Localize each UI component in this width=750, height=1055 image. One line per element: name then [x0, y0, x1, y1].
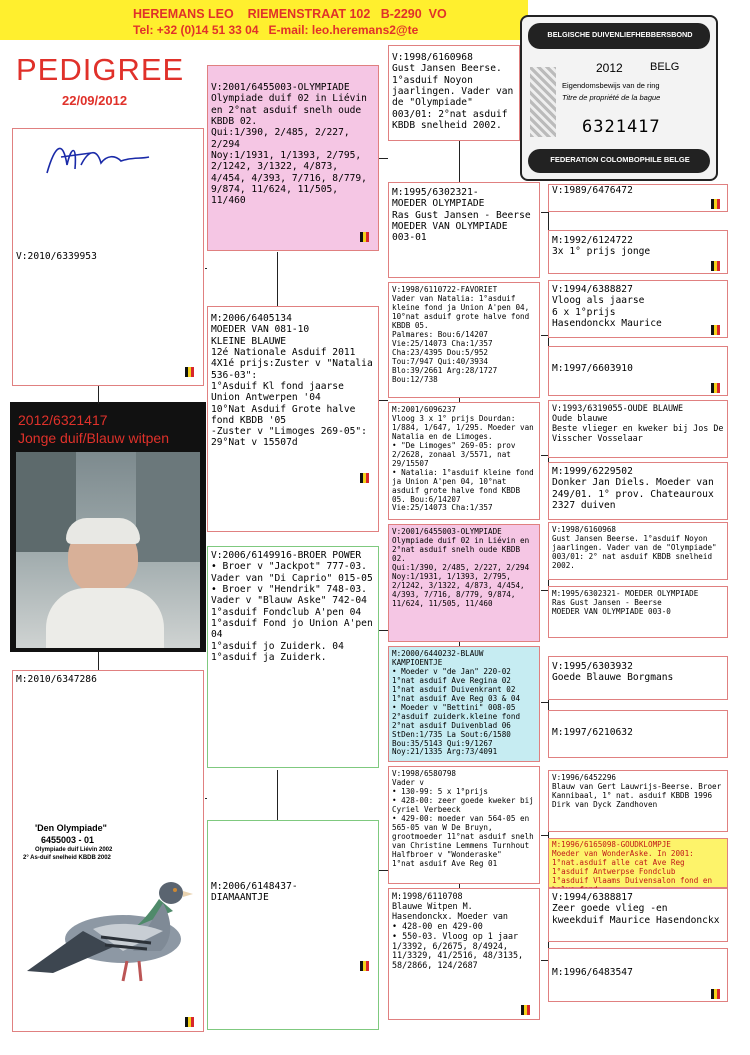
bird-caption-ring: 6455003 - 01	[41, 835, 95, 845]
belgium-flag-icon	[185, 367, 199, 377]
g4-h: M:1995/6302321- MOEDER OLYMPIADE Ras Gust Jansen - Beerse MOEDER VAN OLYMPIADE 003-0	[548, 586, 728, 638]
ring-card-number: 6321417	[582, 117, 661, 137]
g4-i: V:1995/6303932 Goede Blauwe Borgmans	[548, 656, 728, 700]
signature-icon	[41, 135, 161, 179]
g4-l: M:1996/6165098-GOUDKLOMPJE Moeder van WonderAske. In 2001: 1°nat.asduif alle cat Ave Reg 1°asduif Antwerpse Fondclub 1°asduif Vlaams Duivensalon fond en	[548, 838, 728, 888]
g4-b: M:1992/6124722 3x 1° prijs jonge	[548, 230, 728, 274]
header-banner	[0, 0, 528, 40]
g3-e: V:2001/6455003-OLYMPIADE Olympiade duif 02 in Liévin en 2°nat asduif snelh oude KBDB 02. Qui:1/390, 2/485, 2/227, 2/294 Noy:1/1931, 1/1393, 2/795, 2/1242, 3/1322, 4/873, 4/454, 4/393, 7/716, 8/779, 9/874, 11/624, 11/505, 11/460	[388, 524, 540, 642]
header-line-1: HEREMANS LEO RIEMENSTRAAT 102 B-2290 VO	[133, 7, 447, 21]
g3-h: M:1998/6110708 Blauwe Witpen M. Hasendonckx. Moeder van • 428-00 en 429-00 • 550-03. Vloog op 1 jaar 1/3392, 6/2675, 8/4924, 11/3329, 41/2516, 48/3135, 58/2866, 124/2687	[388, 888, 540, 1020]
belgium-flag-icon	[185, 1017, 199, 1027]
g4-m: V:1994/6388817 Zeer goede vlieg -en kweekduif Maurice Hasendonckx	[548, 888, 728, 942]
belgium-flag-icon	[521, 1005, 535, 1015]
ring-card-line-fr: Titre de propriété de la bague	[562, 93, 661, 102]
ring-card	[520, 15, 718, 181]
g3-d: M:2001/6096237 Vloog 3 x 1° prijs Dourdan: 1/884, 1/647, 1/295. Moeder van Natalia en de Limoges. • "De Limoges" 269-05: prov 2/2628, zonaal 3/5571, nat 29/15507 • Natalia: 1°asduif kleine fond ja Union A'pen 04, 10°nat asduif grote halve fond KBDB 05. Bou:6/14207 Vie:25/14073 Cha:1/357	[388, 402, 540, 520]
ring-card-year: 2012	[596, 61, 623, 75]
g4-c: V:1994/6388827 Vloog als jaarse 6 x 1°prijs Hasendonckx Maurice	[548, 280, 728, 338]
ring-card-org-nl: BELGISCHE DUIVENLIEFHEBBERSBOND	[547, 30, 693, 39]
ring-card-org-fr: FEDERATION COLOMBOPHILE BELGE	[550, 155, 690, 164]
ring-card-hologram	[530, 67, 556, 137]
belgium-flag-icon	[711, 261, 725, 271]
photo-frame	[10, 402, 206, 652]
header-line-2: Tel: +32 (0)14 51 33 04 E-mail: leo.heremans2@te	[133, 23, 419, 37]
g4-n: M:1996/6483547	[548, 948, 728, 1002]
g2-mother-mother: M:2006/6148437- DIAMAANTJE	[207, 820, 379, 1030]
g4-e: V:1993/6319055-OUDE BLAUWE Oude blauwe Beste vlieger en kweker bij Jos De Visscher Vosselaar	[548, 400, 728, 458]
g4-d: M:1997/6603910	[548, 346, 728, 396]
photo-description: Jonge duif/Blauw witpen	[18, 430, 169, 446]
belgium-flag-icon	[711, 383, 725, 393]
g3-c: V:1998/6110722-FAVORIET Vader van Natalia: 1°asduif kleine fond ja Union A'pen 04, 10°nat asduif grote halve fond KBDB 05. Palmares: Bou:6/14207 Vie:25/14073 Cha:1/357 Cha:23/4395 Dou:5/952 Tou:7/947 Qui:40/3934 Blo:39/2661 Arg:28/1727 Bou:12/738	[388, 282, 540, 398]
g2-father-father: V:2001/6455003-OLYMPIADE Olympiade duif 02 in Liévin en 2°nat asduif snelh oude KBDB 02. Qui:1/390, 2/485, 2/227, 2/294 Noy:1/1931, 1/1393, 2/795, 2/1242, 3/1322, 4/873, 4/454, 4/393, 7/716, 8/779, 9/874, 11/624, 11/505, 11/460	[207, 65, 379, 251]
belgium-flag-icon	[711, 199, 725, 209]
belgium-flag-icon	[711, 989, 725, 999]
g4-f: M:1999/6229502 Donker Jan Diels. Moeder van 249/01. 1° prov. Chateauroux 2327 duiven	[548, 462, 728, 520]
g3-a: V:1998/6160968 Gust Jansen Beerse. 1°asduif Noyon jaarlingen. Vader van de "Olympiade" 003/01: 2°nat asduif KBDB snelheid 2002.	[388, 45, 520, 141]
g3-g: V:1998/6580798 Vader v • 130-99: 5 x 1°prijs • 428-00: zeer goede kweker bij Cyriel Verbeeck • 429-00: moeder van 564-05 en 565-05 van W De Bruyn, grootmoeder 11°nat asduif snelh van Christine Lemmens Turnhout Halfbroer v "Wonderaske" 1°nat asduif Ave Reg 01	[388, 766, 540, 884]
belgium-flag-icon	[360, 232, 374, 242]
mother-box	[12, 670, 204, 1032]
g4-a: V:1989/6476472	[548, 184, 728, 212]
g3-f: M:2000/6440232-BLAUW KAMPIOENTJE • Moeder v "de Jan" 220-02 1°nat asduif Ave Regina 02 1°nat asduif Duivenkrant 02 1°nat asduif Ave Reg 03 & 04 • Moeder v "Bettini" 008-05 2°asduif zuiderk.kleine fond 2°nat asduif Duivenblad 06 StDen:1/735 La Sout:6/1580 Bou:35/5143 Qui:9/1267 Noy:21/1335 Arg:73/4091	[388, 646, 540, 762]
g4-j: M:1997/6210632	[548, 710, 728, 758]
breeder-photo	[16, 452, 200, 648]
belgium-flag-icon	[360, 473, 374, 483]
ring-card-country: BELG	[650, 61, 680, 73]
photo-ring: 2012/6321417	[18, 412, 108, 428]
g2-mother-father: V:2006/6149916-BROER POWER • Broer v "Jackpot" 777-03. Vader van "Di Caprio" 015-05 • Broer v "Hendrik" 748-03. Vader v "Blauw Aske" 742-04 1°asduif Fondclub A'pen 04 1°asduif Fond jo Union A'pen 04 1°asduif jo Zuiderk. 04 1°asduif ja Zuiderk.	[207, 546, 379, 768]
ring-card-line-nl: Eigendomsbewijs van de ring	[562, 81, 660, 90]
g4-k: V:1996/6452296 Blauw van Gert Lauwrijs-Beerse. Broer Kannibaal, 1° nat. asduif KBDB 1996 Dirk van Dyck Zandhoven	[548, 770, 728, 832]
bird-caption-line-2: 2° As-duif snelheid KBDB 2002	[23, 855, 111, 861]
belgium-flag-icon	[711, 325, 725, 335]
pigeon-icon	[23, 851, 198, 996]
father-ring: V:2010/6339953	[16, 251, 97, 262]
father-box	[12, 128, 204, 386]
g3-b: M:1995/6302321- MOEDER OLYMPIADE Ras Gust Jansen - Beerse MOEDER VAN OLYMPIADE 003-01	[388, 182, 540, 278]
g2-father-mother: M:2006/6405134 MOEDER VAN 081-10 KLEINE BLAUWE 12é Nationale Asduif 2011 4X1é prijs:Zuster v "Natalia 536-03": 1°Asduif Kl fond jaarse Union Antwerpen '04 10°Nat Asduif Grote halve fond KBDB '05 -Zuster v "Limoges 269-05": 29°Nat v 15507d	[207, 306, 379, 532]
page-title: PEDIGREE	[16, 52, 185, 87]
belgium-flag-icon	[360, 961, 374, 971]
g4-g: V:1998/6160968 Gust Jansen Beerse. 1°asduif Noyon jaarlingen. Vader van de "Olympiade" 003/01: 2° nat asduif KBDB snelheid 2002.	[548, 522, 728, 580]
bird-caption-line-1: Olympiade duif Liévin 2002	[35, 847, 113, 853]
pedigree-date: 22/09/2012	[62, 93, 128, 108]
mother-ring: M:2010/6347286	[16, 674, 97, 685]
bird-caption-name: 'Den Olympiade"	[35, 823, 107, 833]
